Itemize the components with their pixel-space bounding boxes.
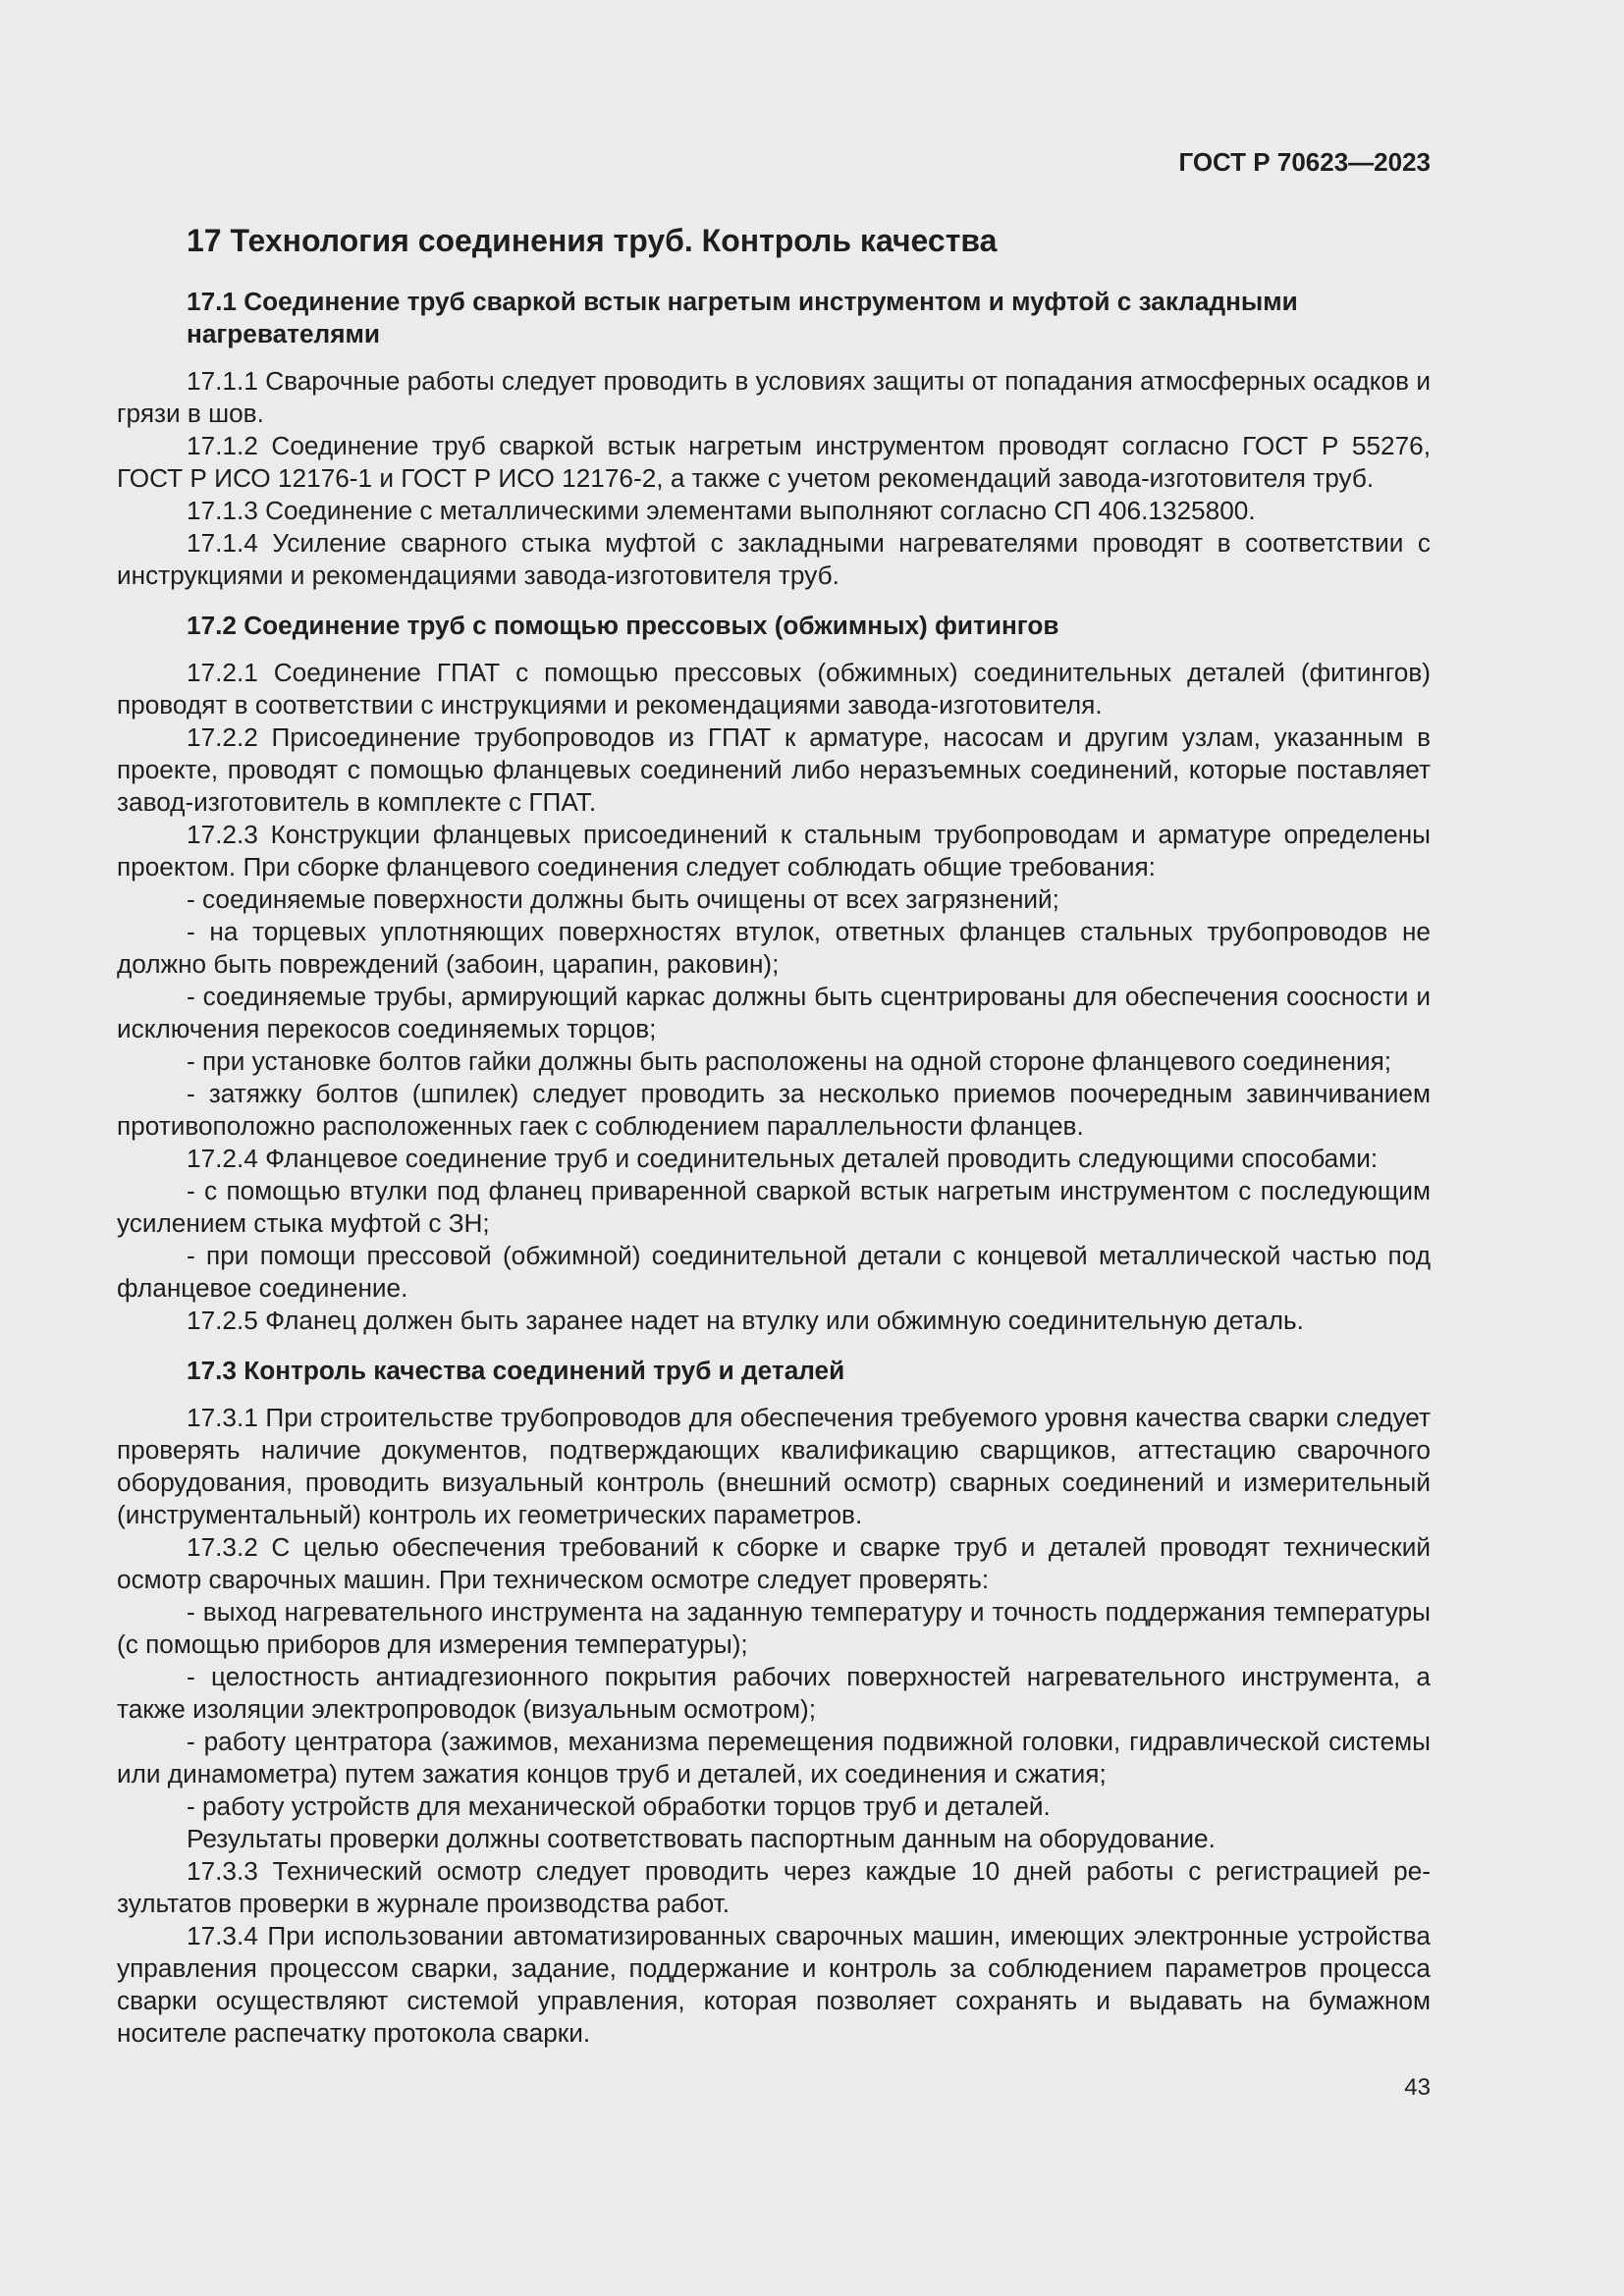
list-item: - при установке болтов гайки должны быть расположены на одной стороне фланцевого соединения; <box>187 1046 1392 1076</box>
list-item: - соединяемые трубы, армирующий каркас должны быть сцентрированы для обеспечения соосности и исключения перекосов соединяемых торцов; <box>117 982 1431 1043</box>
paragraph: 17.1.2 Соединение труб сваркой встык нагретым инструментом проводят согласно ГОСТ Р 55276, ГОСТ Р ИСО 12176-1 и ГОСТ Р ИСО 12176-2, а также с учетом рекомендаций завода-изготовителя труб. <box>117 431 1431 493</box>
list-item: - затяжку болтов (шпилек) следует проводить за несколько приемов поочередным завинчиванием противоположно расположенных гаек с соблюдением параллельности фланцев. <box>117 1079 1431 1141</box>
list-item: - с помощью втулки под фланец приваренной сваркой встык нагретым инструментом с последующим усилением стыка муфтой с ЗН; <box>117 1176 1431 1238</box>
paragraph: 17.3.4 При использовании автоматизированных сварочных машин, имеющих электронные устройства управления процессом сварки, задание, поддержание и контроль за соблюдением параметров процесса сварки осуществляют системой управления, которая позволяет сохранять и выдавать на бумажном носителе распечатку протокола сварки. <box>117 1921 1431 2048</box>
paragraph: 17.2.3 Конструкции фланцевых присоединений к стальным трубопроводам и арматуре определены проектом. При сборке фланцевого соединения следует соблюдать общие требования: <box>117 820 1431 881</box>
paragraph: 17.3.1 При строительстве трубопроводов для обеспечения требуемого уровня качества сварки следует проверять наличие документов, подтверждающих квалификацию сварщиков, аттестацию сварочного оборудования, проводить визуальный контроль (внешний осмотр) сварных соединений и измерительный (инструментальный) контроль их геометрических параметров. <box>117 1403 1431 1529</box>
list-item: - целостность антиадгезионного покрытия рабочих поверхностей нагревательного инструмента, а также изоляции электропроводок (визуальным осмотром); <box>117 1662 1431 1724</box>
list-item: - работу центратора (зажимов, механизма перемещения подвижной головки, гидравлической системы или динамометра) путем зажатия концов труб и деталей, их соединения и сжатия; <box>117 1727 1431 1789</box>
paragraph: 17.3.2 С целью обеспечения требований к сборке и сварке труб и деталей проводят технический осмотр сварочных машин. При техническом осмотре следует проверять: <box>117 1532 1431 1594</box>
paragraph: Результаты проверки должны соответствовать паспортным данным на оборудование. <box>187 1824 1216 1853</box>
paragraph: 17.2.2 Присоединение трубопроводов из ГПАТ к арматуре, насосам и другим узлам, указанным в проекте, проводят с помощью фланцевых соединений либо неразъемных соединений, которые поставляет завод-изготовитель в комплекте с ГПАТ. <box>117 722 1431 817</box>
paragraph: 17.1.1 Сварочные работы следует проводить в условиях защиты от попадания атмосферных осадков и грязи в шов. <box>117 366 1431 428</box>
section-title: 17 Технология соединения труб. Контроль качества <box>187 223 998 258</box>
document-header: ГОСТ Р 70623—2023 <box>1178 147 1431 177</box>
list-item: - при помощи прессовой (обжимной) соединительной детали с концевой металлической частью под фланцевое соединение. <box>117 1241 1431 1303</box>
paragraph: 17.2.4 Фланцевое соединение труб и соединительных деталей проводить следующими способами: <box>187 1144 1379 1173</box>
paragraph: 17.2.5 Фланец должен быть заранее надет на втулку или обжимную соединительную деталь. <box>187 1306 1304 1335</box>
subsection-title: 17.1 Соединение труб сваркой встык нагретым инструментом и муфтой с закладными нагревателями <box>187 287 1298 348</box>
paragraph: 17.1.3 Соединение с металлическими элементами выполняют согласно СП 406.1325800. <box>187 496 1256 525</box>
list-item: - на торцевых уплотняющих поверхностях втулок, ответных фланцев стальных трубопроводов не должно быть повреждений (забоин, царапин, раковин); <box>117 917 1431 979</box>
subsection-title: 17.2 Соединение труб с помощью прессовых (обжимных) фитингов <box>187 611 1059 640</box>
paragraph: 17.2.1 Соединение ГПАТ с помощью прессовых (обжимных) соединительных деталей (фитингов) проводят в соответствии с инструкциями и рекомендациями завода-изготовителя. <box>117 658 1431 720</box>
document-body <box>117 221 1431 2050</box>
list-item: - работу устройств для механической обработки торцов труб и деталей. <box>187 1791 1051 1821</box>
list-item: - соединяемые поверхности должны быть очищены от всех загрязнений; <box>187 884 1059 914</box>
paragraph: 17.1.4 Усиление сварного стыка муфтой с закладными нагревателями проводят в соответствии с инструкциями и рекомендациями завода-изготовителя труб. <box>117 528 1431 590</box>
paragraph: 17.3.3 Технический осмотр следует проводить через каждые 10 дней работы с регистрацией результатов проверки в журнале производства работ. <box>117 1856 1431 1918</box>
subsection-title: 17.3 Контроль качества соединений труб и деталей <box>187 1356 845 1385</box>
list-item: - выход нагревательного инструмента на заданную температуру и точность поддержания температуры (с помощью приборов для измерения температуры); <box>117 1597 1431 1659</box>
page-number: 43 <box>1404 2074 1431 2101</box>
